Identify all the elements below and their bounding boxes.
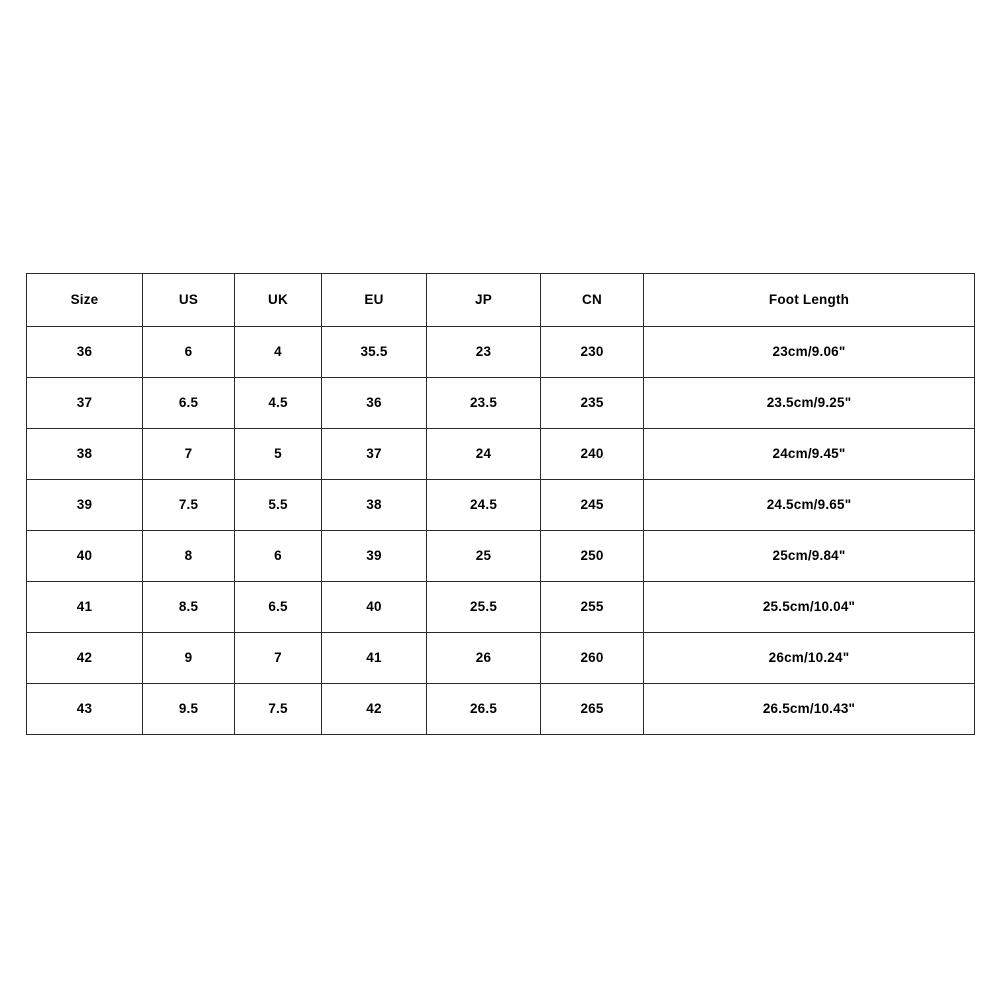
cell-cn: 265 bbox=[541, 684, 644, 735]
shoe-size-chart-table bbox=[26, 273, 975, 735]
cell-jp: 24 bbox=[427, 429, 541, 480]
column-header-us: US bbox=[143, 274, 235, 327]
column-header-eu: EU bbox=[322, 274, 427, 327]
cell-eu: 40 bbox=[322, 582, 427, 633]
cell-uk: 7.5 bbox=[235, 684, 322, 735]
cell-size: 41 bbox=[27, 582, 143, 633]
cell-cn: 255 bbox=[541, 582, 644, 633]
cell-us: 7 bbox=[143, 429, 235, 480]
table-row bbox=[27, 327, 975, 378]
cell-uk: 6 bbox=[235, 531, 322, 582]
column-header-uk: UK bbox=[235, 274, 322, 327]
cell-eu: 42 bbox=[322, 684, 427, 735]
size-chart-container bbox=[26, 273, 974, 735]
cell-us: 9.5 bbox=[143, 684, 235, 735]
cell-uk: 4 bbox=[235, 327, 322, 378]
cell-us: 8.5 bbox=[143, 582, 235, 633]
cell-cn: 235 bbox=[541, 378, 644, 429]
table-row bbox=[27, 684, 975, 735]
cell-cn: 260 bbox=[541, 633, 644, 684]
cell-uk: 6.5 bbox=[235, 582, 322, 633]
cell-size: 36 bbox=[27, 327, 143, 378]
cell-cn: 245 bbox=[541, 480, 644, 531]
column-header-jp: JP bbox=[427, 274, 541, 327]
cell-cn: 230 bbox=[541, 327, 644, 378]
cell-eu: 41 bbox=[322, 633, 427, 684]
cell-foot-length: 26cm/10.24" bbox=[644, 633, 975, 684]
cell-foot-length: 24cm/9.45" bbox=[644, 429, 975, 480]
cell-foot-length: 25cm/9.84" bbox=[644, 531, 975, 582]
cell-foot-length: 26.5cm/10.43" bbox=[644, 684, 975, 735]
cell-uk: 5 bbox=[235, 429, 322, 480]
table-row bbox=[27, 633, 975, 684]
column-header-cn: CN bbox=[541, 274, 644, 327]
cell-size: 42 bbox=[27, 633, 143, 684]
cell-foot-length: 25.5cm/10.04" bbox=[644, 582, 975, 633]
cell-eu: 35.5 bbox=[322, 327, 427, 378]
cell-size: 37 bbox=[27, 378, 143, 429]
cell-eu: 39 bbox=[322, 531, 427, 582]
table-row bbox=[27, 429, 975, 480]
cell-us: 6.5 bbox=[143, 378, 235, 429]
cell-us: 8 bbox=[143, 531, 235, 582]
cell-uk: 7 bbox=[235, 633, 322, 684]
cell-jp: 23.5 bbox=[427, 378, 541, 429]
cell-size: 40 bbox=[27, 531, 143, 582]
cell-jp: 25 bbox=[427, 531, 541, 582]
table-row bbox=[27, 378, 975, 429]
column-header-size: Size bbox=[27, 274, 143, 327]
cell-jp: 26.5 bbox=[427, 684, 541, 735]
cell-us: 7.5 bbox=[143, 480, 235, 531]
cell-jp: 24.5 bbox=[427, 480, 541, 531]
cell-uk: 5.5 bbox=[235, 480, 322, 531]
column-header-foot-length: Foot Length bbox=[644, 274, 975, 327]
table-row bbox=[27, 582, 975, 633]
table-row bbox=[27, 531, 975, 582]
cell-foot-length: 23.5cm/9.25" bbox=[644, 378, 975, 429]
table-row bbox=[27, 480, 975, 531]
cell-eu: 37 bbox=[322, 429, 427, 480]
cell-size: 43 bbox=[27, 684, 143, 735]
table-header-row bbox=[27, 274, 975, 327]
cell-size: 38 bbox=[27, 429, 143, 480]
table-body bbox=[27, 327, 975, 735]
cell-cn: 250 bbox=[541, 531, 644, 582]
table-header bbox=[27, 274, 975, 327]
cell-foot-length: 24.5cm/9.65" bbox=[644, 480, 975, 531]
cell-jp: 26 bbox=[427, 633, 541, 684]
cell-us: 9 bbox=[143, 633, 235, 684]
cell-eu: 36 bbox=[322, 378, 427, 429]
cell-cn: 240 bbox=[541, 429, 644, 480]
cell-uk: 4.5 bbox=[235, 378, 322, 429]
cell-size: 39 bbox=[27, 480, 143, 531]
cell-eu: 38 bbox=[322, 480, 427, 531]
cell-jp: 25.5 bbox=[427, 582, 541, 633]
cell-foot-length: 23cm/9.06" bbox=[644, 327, 975, 378]
cell-us: 6 bbox=[143, 327, 235, 378]
cell-jp: 23 bbox=[427, 327, 541, 378]
